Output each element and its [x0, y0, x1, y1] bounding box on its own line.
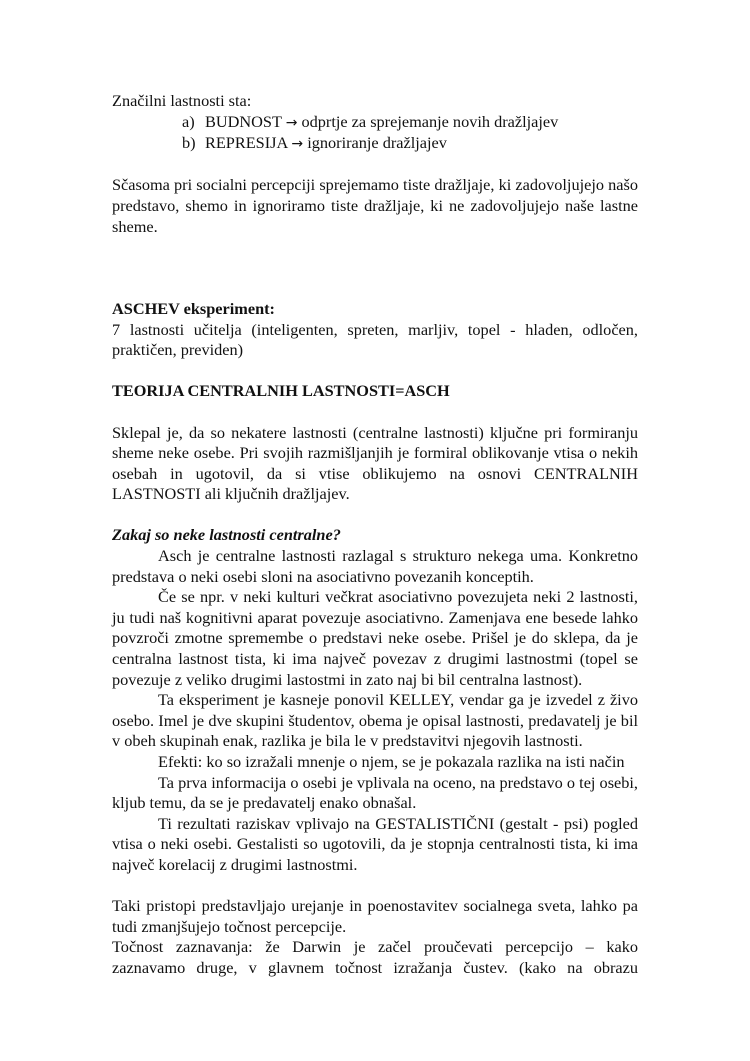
- arrow-right-icon: →: [291, 136, 304, 153]
- paragraph-scasoma: Sčasoma pri socialni percepciji sprejemamo tiste dražljaje, ki zadovoljujejo našo predstavo, shemo in ignoriramo tiste dražljaje, ki ne zadovoljujejo naše lastne sheme.: [112, 175, 638, 236]
- paragraph-asch: Asch je centralne lastnosti razlagal s strukturo nekega uma. Konkretno predstava o neki osebi sloni na asociativno povezanih konceptih.: [112, 546, 638, 586]
- paragraph-ce: Če se npr. v neki kulturi večkrat asociativno povezujeta neki 2 lastnosti, ju tudi naš kognitivni aparat povezuje asociativno. Zamenjava ene besede lahko povzroči zmotne spremembe o predstavi neke osebe. Prišel je do sklepa, da je centralna lastnost tista, ki ima največ povezav z drugimi lastnostmi (topel se povezuje z veliko drugimi lastostmi in zato naj bi bil centralna lastnost).: [112, 587, 638, 689]
- heading-asch-experiment: ASCHEV eksperiment:: [112, 298, 275, 318]
- paragraph-taki: Taki pristopi predstavljajo urejanje in poenostavitev socialnega sveta, lahko pa tudi zmanjšujejo točnost percepcije.: [112, 896, 638, 936]
- heading-zakaj: Zakaj so neke lastnosti centralne?: [112, 525, 341, 545]
- list-description: odprtje za sprejemanje novih dražljajev: [301, 111, 559, 131]
- list-term: BUDNOST: [205, 111, 282, 131]
- heading-teorija: TEORIJA CENTRALNIH LASTNOSTI=ASCH: [112, 381, 450, 401]
- spacer: [112, 155, 638, 176]
- document-page: [112, 91, 638, 979]
- spacer: [112, 278, 638, 299]
- spacer: [112, 505, 638, 526]
- list-term: REPRESIJA: [205, 133, 288, 153]
- list-item: [182, 133, 638, 155]
- paragraph-sklepal: Sklepal je, da so nekatere lastnosti (centralne lastnosti) ključne pri formiranju sheme neke osebe. Pri svojih razmišljanjih je formiral oblikovanje vtisa o nekih osebah in ugotovil, da si vtise oblikujemo na osnovi CENTRALNIH LASTNOSTI ali ključnih dražljajev.: [112, 422, 638, 504]
- paragraph-efekti: Efekti: ko so izražali mnenje o njem, se je pokazala razlika na isti način: [158, 752, 625, 771]
- paragraph-rezultati: Ti rezultati raziskav vplivajo na GESTALISTIČNI (gestalt - psi) pogled vtisa o neki osebi. Gestalisti so ugotovili, da je stopnja centralnosti tista, ki ima največ korelacij z drugimi lastnostmi.: [112, 813, 638, 874]
- paragraph-kelley: Ta eksperiment je kasneje ponovil KELLEY, vendar ga je izvedel z živo osebo. Imel je dve skupini študentov, obema je opisal lastnosti, predavatelj je bil v obeh skupinah enak, razlika je bila le v predstavitvi njegovih lastnosti.: [112, 690, 638, 751]
- intro-line: Značilni lastnosti sta:: [112, 91, 252, 110]
- spacer: [112, 876, 638, 897]
- paragraph-tocnost: Točnost zaznavanja: že Darwin je začel proučevati percepcijo – kako zaznavamo druge, v glavnem točnost izražanja čustev. (kako na obrazu: [112, 937, 638, 977]
- spacer: [112, 402, 638, 423]
- spacer: [112, 361, 638, 382]
- list-marker: b): [182, 133, 196, 153]
- traits-list: [112, 112, 638, 155]
- paragraph-prva: Ta prva informacija o osebi je vplivala na oceno, na predstavo o tej osebi, kljub temu, da se je predavatelj enako obnašal.: [112, 772, 638, 813]
- list-marker: a): [182, 111, 195, 131]
- spacer: [112, 237, 638, 278]
- paragraph-lastnosti: 7 lastnosti učitelja (inteligenten, spreten, marljiv, topel - hladen, odločen, praktičen, previden): [112, 319, 638, 360]
- arrow-right-icon: →: [285, 114, 298, 131]
- list-item: [182, 112, 638, 134]
- list-description: ignoriranje dražljajev: [307, 133, 447, 153]
